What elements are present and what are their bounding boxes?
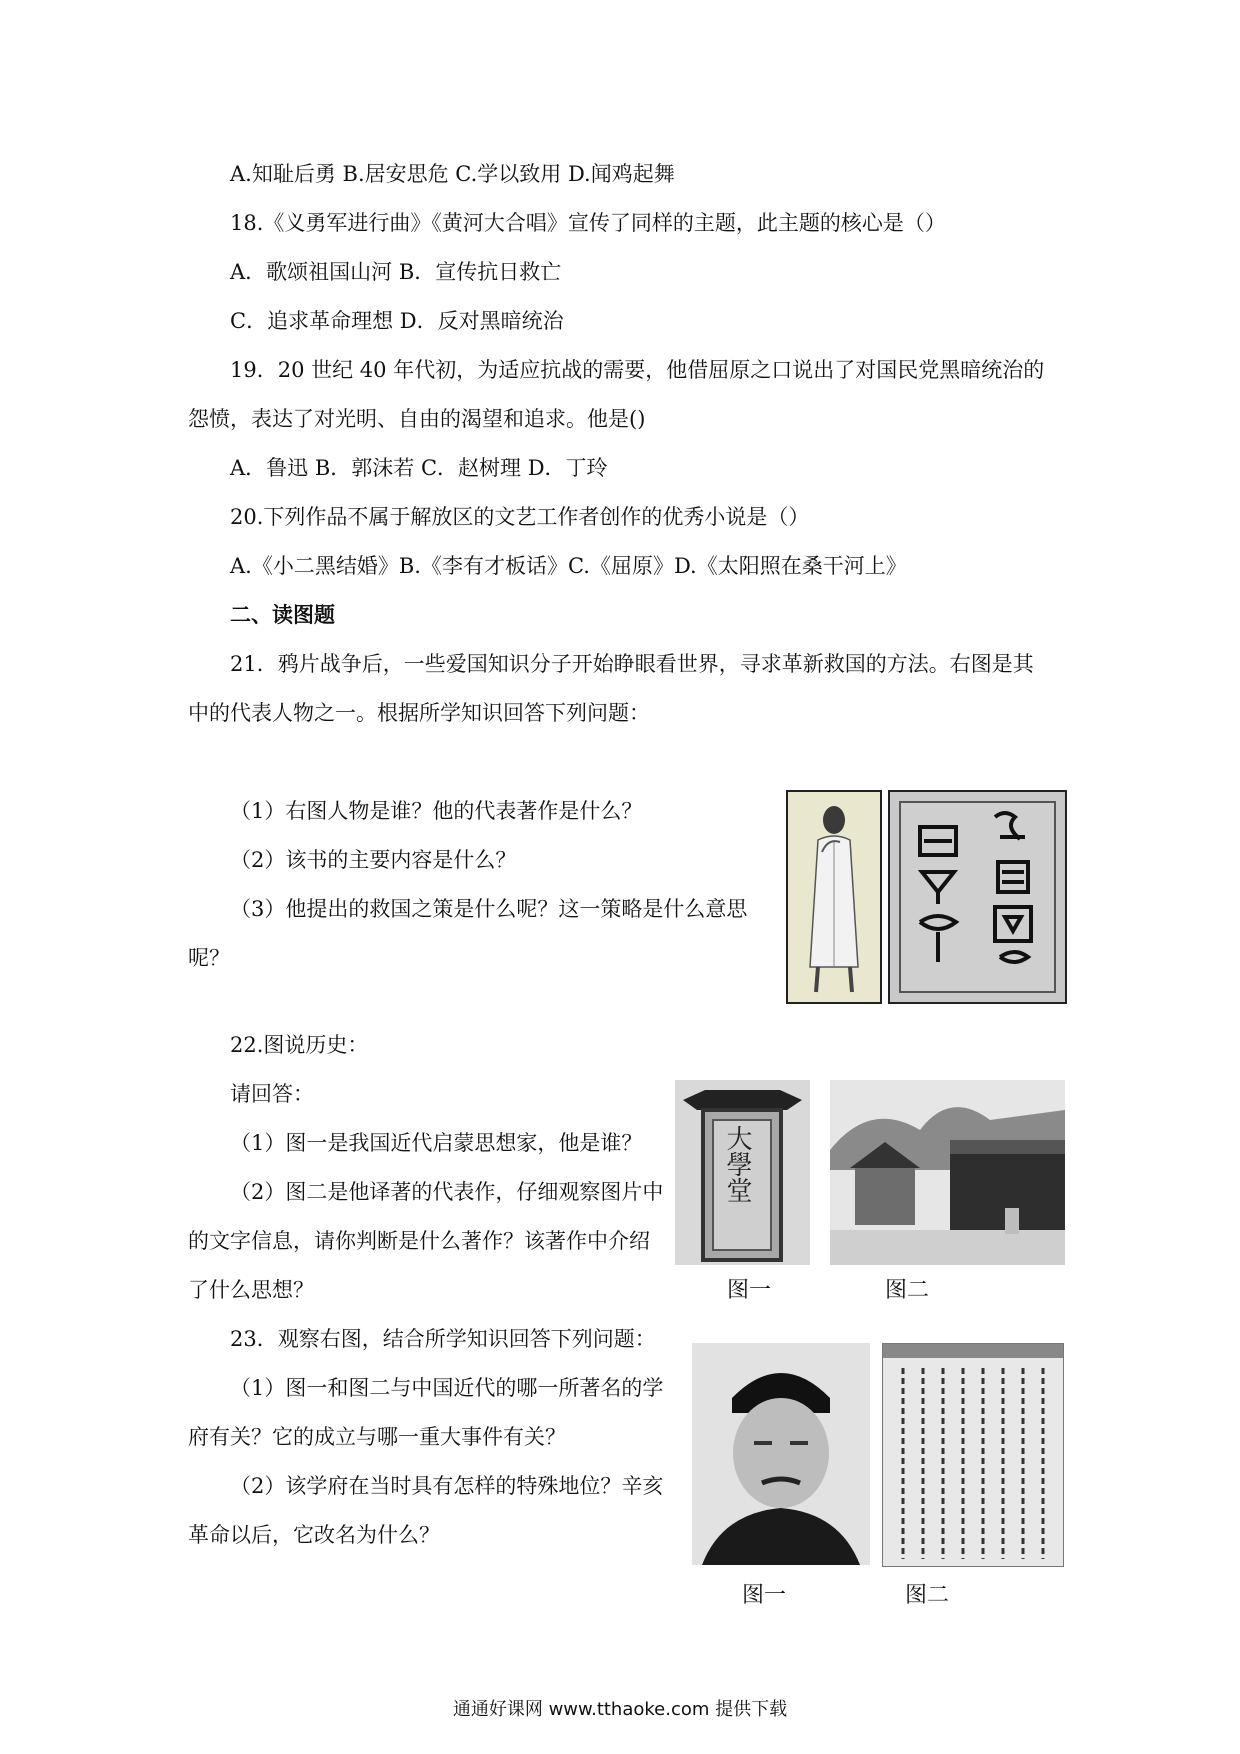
q22-prompt: 请回答：	[230, 1082, 314, 1106]
q17-options: A.知耻后勇 B.居安思危 C.学以致用 D.闻鸡起舞	[230, 162, 675, 186]
q21-sub-1: （1）右图人物是谁？他的代表著作是什么？	[230, 799, 643, 823]
q21-sub-2: （2）该书的主要内容是什么？	[230, 848, 517, 872]
q21-stem-1: 21．鸦片战争后，一些爱国知识分子开始睁眼看世界，寻求革新救国的方法。右图是其	[230, 652, 1034, 676]
q22-sub-2c: 了什么思想？	[188, 1278, 314, 1302]
q22-stem: 22.图说历史：	[230, 1033, 369, 1057]
q23-sub-2a: （2）该学府在当时具有怎样的特殊地位？辛亥	[230, 1474, 664, 1498]
man-portrait-figure	[692, 1343, 870, 1565]
q18-options-1: A．歌颂祖国山河 B．宣传抗日救亡	[230, 260, 562, 284]
q22-sub-1: （1）图一是我国近代启蒙思想家，他是谁？	[230, 1131, 643, 1155]
building-figure	[830, 1080, 1065, 1265]
plaque-figure	[675, 1080, 810, 1265]
q21-sub-3b: 呢？	[188, 946, 230, 970]
plaque-text: 大學堂	[722, 1125, 752, 1203]
building-drawing	[830, 1080, 1065, 1265]
q22-caption-2: 图二	[885, 1278, 930, 1303]
manuscript-figure	[882, 1343, 1064, 1567]
portrait-figure	[786, 790, 882, 1004]
seal-script-drawing	[890, 792, 1065, 1002]
q23-caption-1: 图一	[742, 1583, 787, 1608]
q18-stem: 18.《义勇军进行曲》《黄河大合唱》宣传了同样的主题，此主题的核心是（）	[230, 211, 946, 235]
q23-sub-1b: 府有关？它的成立与哪一重大事件有关？	[188, 1425, 566, 1449]
manuscript-drawing	[883, 1344, 1063, 1566]
q20-stem: 20.下列作品不属于解放区的文艺工作者创作的优秀小说是（）	[230, 505, 810, 529]
q22-sub-2a: （2）图二是他译著的代表作，仔细观察图片中	[230, 1180, 664, 1204]
q21-stem-2: 中的代表人物之一。根据所学知识回答下列问题：	[188, 701, 650, 725]
book-title-figure	[888, 790, 1067, 1004]
section-heading: 二、读图题	[230, 603, 335, 627]
q21-sub-3a: （3）他提出的救国之策是什么呢？这一策略是什么意思	[230, 897, 748, 921]
q19-stem-1: 19．20 世纪 40 年代初，为适应抗战的需要，他借屈原之口说出了对国民党黑暗统治的	[230, 358, 1045, 382]
q20-options: A.《小二黑结婚》B.《李有才板话》C.《屈原》D.《太阳照在桑干河上》	[230, 554, 907, 578]
q18-options-2: C．追求革命理想 D．反对黑暗统治	[230, 309, 564, 333]
standing-figure-drawing	[788, 792, 880, 1002]
q23-stem: 23．观察右图，结合所学知识回答下列问题：	[230, 1327, 656, 1351]
q22-sub-2b: 的文字信息，请你判断是什么著作？该著作中介绍	[188, 1229, 650, 1253]
q23-sub-2b: 革命以后，它改名为什么？	[188, 1523, 440, 1547]
q23-sub-1a: （1）图一和图二与中国近代的哪一所著名的学	[230, 1376, 664, 1400]
man-portrait-drawing	[692, 1343, 870, 1565]
q19-stem-2: 怨愤，表达了对光明、自由的渴望和追求。他是()	[188, 407, 646, 431]
q22-caption-1: 图一	[727, 1278, 772, 1303]
q23-caption-2: 图二	[905, 1583, 950, 1608]
footer-text: 通通好课网 www.tthaoke.com 提供下载	[452, 1699, 788, 1720]
q19-options: A．鲁迅 B．郭沫若 C．赵树理 D．丁玲	[230, 456, 608, 480]
